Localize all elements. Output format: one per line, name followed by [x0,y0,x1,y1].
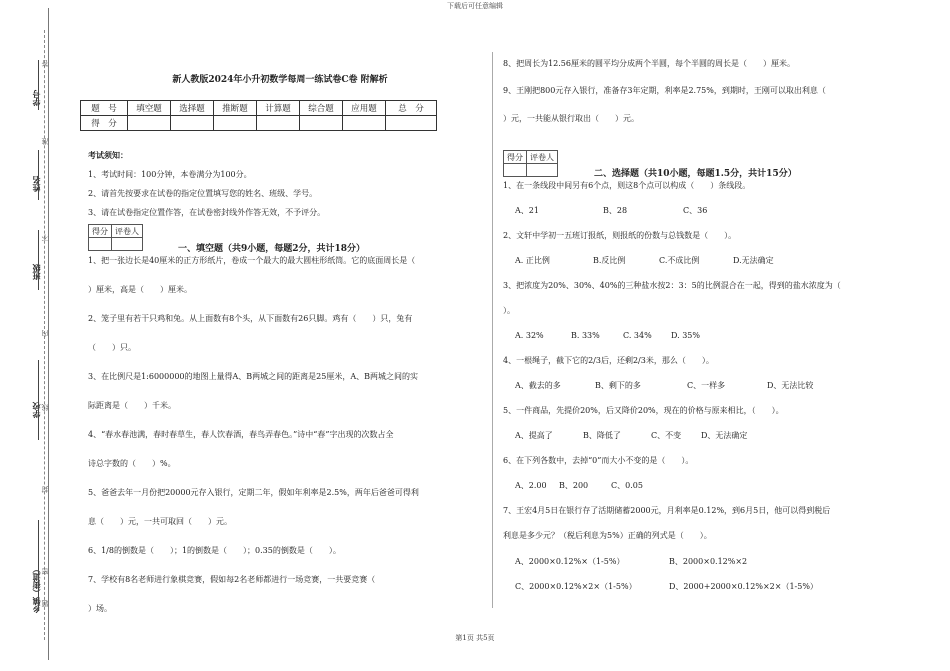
option-c[interactable]: C、0.05 [611,481,643,490]
option-a[interactable]: A、2.00 [515,481,547,490]
score-cell: 计算题 [257,101,300,116]
question-line: 3、在比例尺是1:6000000的地图上量得A、B两城之间的距离是25厘米，A、B两城之间的实 [88,372,418,381]
question-line: 7、学校有8名老师进行象棋竞赛，假如每2名老师都进行一场竞赛，一共要竞赛（ [88,575,376,584]
option-d[interactable]: D、2000+2000×0.12%×2×（1-5%） [669,582,818,591]
question-line: 4、“春水春池满，春时春草生，春人饮春酒，春鸟弄春色。”诗中“春”字出现的次数占全 [88,430,394,439]
field-school: 学校 [31,402,41,418]
section-heading-choice: 二、选择题（共10小题，每题1.5分，共计15分） [594,169,797,179]
question-line: 息（ ）元，一共可取回（ ）元。 [88,517,232,526]
question-line: （ ）只。 [88,343,136,352]
question-line: 利息是多少元？（税后利息为5%）正确的列式是（ ）。 [503,531,712,540]
question-list-fill-blank [88,255,488,632]
field-underline [38,520,39,610]
score-table [80,100,437,131]
column-divider [492,52,493,608]
option-row [503,556,903,581]
score-table-header-row [81,101,437,116]
seal-char: 答 [41,60,49,67]
score-input-cell[interactable] [300,116,343,131]
question-list-continued [503,58,903,141]
score-cell: 题 号 [81,101,128,116]
seal-char: 不 [41,234,49,241]
score-input-cell[interactable] [257,116,300,131]
option-b[interactable]: B. 33% [571,331,600,340]
seal-char: 准 [41,138,49,145]
question-line: 4、一根绳子，截下它的2/3后，还剩2/3米，那么（ ）。 [503,356,714,365]
score-input-cell[interactable] [171,116,214,131]
score-cell: 得 分 [81,116,128,131]
option-b[interactable]: B、2000×0.12%×2 [669,557,748,566]
option-c[interactable]: C、36 [683,206,708,215]
option-row [503,330,903,355]
notes-item: 2、请首先按要求在试卷的指定位置填写您的姓名、班级、学号。 [88,189,318,198]
option-row [503,255,903,280]
question-line: 6、在下列各数中，去掉“0”而大小不变的是（ ）。 [503,456,694,465]
field-student-id: 学号 [31,90,41,106]
section-heading-fill-blank: 一、填空题（共9小题，每题2分，共计18分） [178,244,366,254]
question-line: 5、爸爸去年一月份把20000元存入银行，定期二年，假如年利率是2.5%，两年后爸爸可得利 [88,488,419,497]
exam-notes [88,150,488,226]
scorer-input[interactable] [89,238,112,251]
option-a[interactable]: A、21 [515,206,539,215]
option-a[interactable]: A、提高了 [515,431,553,440]
option-c[interactable]: C、不变 [651,431,682,440]
field-name: 姓名 [31,176,41,192]
seal-char: 封 [41,486,49,493]
score-cell: 推断题 [214,101,257,116]
option-row [503,581,903,606]
field-township: 乡镇（街道） [31,565,41,613]
option-d[interactable]: D.无法确定 [733,256,774,265]
field-class: 班级 [31,264,41,280]
score-cell: 选择题 [171,101,214,116]
question-line: 7、王宏4月5日在银行存了活期储蓄2000元，月利率是0.12%，到6月5日，他可以得到税后 [503,506,831,515]
option-c[interactable]: C、2000×0.12%×2×（1-5%） [515,582,637,591]
question-line: ）元，一共能从银行取出（ ）元。 [503,114,639,123]
exam-title: 新人教版2024年小升初数学每周一练试卷C卷 附解析 [172,75,388,85]
question-line: 1、在一条线段中间另有6个点，则这8个点可以构成（ ）条线段。 [503,181,751,190]
option-row [503,480,903,505]
scorer-label: 得分 [89,225,112,238]
page-footer: 第1页 共5页 [455,634,495,642]
option-c[interactable]: C. 34% [623,331,652,340]
scorer-input[interactable] [527,164,558,177]
score-input-cell[interactable] [128,116,171,131]
option-a[interactable]: A. 32% [515,331,544,340]
field-underline [38,360,39,440]
option-a[interactable]: A、2000×0.12%×（1-5%） [515,557,625,566]
score-input-cell[interactable] [386,116,437,131]
question-line: ）厘米，高是（ ）厘米。 [88,285,192,294]
score-input-cell[interactable] [214,116,257,131]
option-b[interactable]: B.反比例 [593,256,626,265]
option-d[interactable]: D. 35% [671,331,700,340]
score-cell: 应用题 [343,101,386,116]
question-line: ）。 [503,306,515,315]
notes-item: 1、考试时间：100分钟，本卷满分为100分。 [88,170,252,179]
option-row [503,380,903,405]
question-line: 8、把周长为12.56厘米的圆平均分成两个半圆，每个半圆的周长是（ ）厘米。 [503,59,795,68]
notes-heading: 考试须知： [88,150,128,160]
field-underline [38,150,39,200]
option-c[interactable]: C、一样多 [687,381,726,390]
score-table-score-row [81,116,437,131]
option-c[interactable]: C.不成比例 [659,256,700,265]
question-line: 9、王刚把800元存入银行，准备存3年定期，利率是2.75%，到期时，王刚可以取出利息（ [503,86,826,95]
option-b[interactable]: B、200 [559,481,589,490]
score-cell: 填空题 [128,101,171,116]
question-line: 诗总字数的（ ）%。 [88,459,176,468]
question-line: 2、文轩中学初一五班订报纸，则报纸的份数与总钱数是（ ）。 [503,231,737,240]
question-line: 际距离是（ ）千米。 [88,401,176,410]
scorer-box [88,224,143,251]
question-line: 5、一件商品，先提价20%，后又降价20%，现在的价格与原来相比，（ ）。 [503,406,784,415]
question-line: 6、1/8的倒数是（ ）；1的倒数是（ ）；0.35的倒数是（ ）。 [88,546,341,555]
option-b[interactable]: B、剩下的多 [595,381,641,390]
scorer-input[interactable] [112,238,143,251]
page-header: 下载后可任意编辑 [447,2,503,10]
seal-char: 线 [41,404,49,411]
option-b[interactable]: B、降低了 [583,431,621,440]
option-b[interactable]: B、28 [603,206,628,215]
option-a[interactable]: A. 正比例 [515,256,550,265]
option-row [503,430,903,455]
scorer-label: 评卷人 [112,225,143,238]
scorer-label: 评卷人 [527,151,558,164]
option-a[interactable]: A、截去的多 [515,381,561,390]
question-list-choice [503,180,903,606]
seal-char: 题 [41,600,49,607]
score-input-cell[interactable] [343,116,386,131]
field-underline [38,230,39,290]
question-line: 1、把一张边长是40厘米的正方形纸片，卷成一个最大的最大圆柱形纸筒。它的底面周长是（ [88,256,416,265]
scorer-box [503,150,558,177]
option-d[interactable]: D、无法确定 [701,431,748,440]
scorer-input[interactable] [504,164,527,177]
scorer-label: 得分 [504,151,527,164]
question-line: 2、笼子里有若干只鸡和兔。从上面数有8个头，从下面数有26只脚。鸡有（ ）只，兔有 [88,314,413,323]
option-row [503,205,903,230]
field-underline [38,60,39,110]
seal-char: 内 [41,330,49,337]
question-line: 3、把浓度为20%、30%、40%的三种盐水按2：3：5的比例混合在一起，得到的盐水浓度为（ [503,281,841,290]
notes-item: 3、请在试卷指定位置作答，在试卷密封线外作答无效，不予评分。 [88,208,326,217]
seal-char: 密 [41,568,49,575]
score-cell: 综合题 [300,101,343,116]
question-line: ）场。 [88,604,112,613]
score-cell: 总 分 [386,101,437,116]
option-d[interactable]: D、无法比较 [767,381,814,390]
